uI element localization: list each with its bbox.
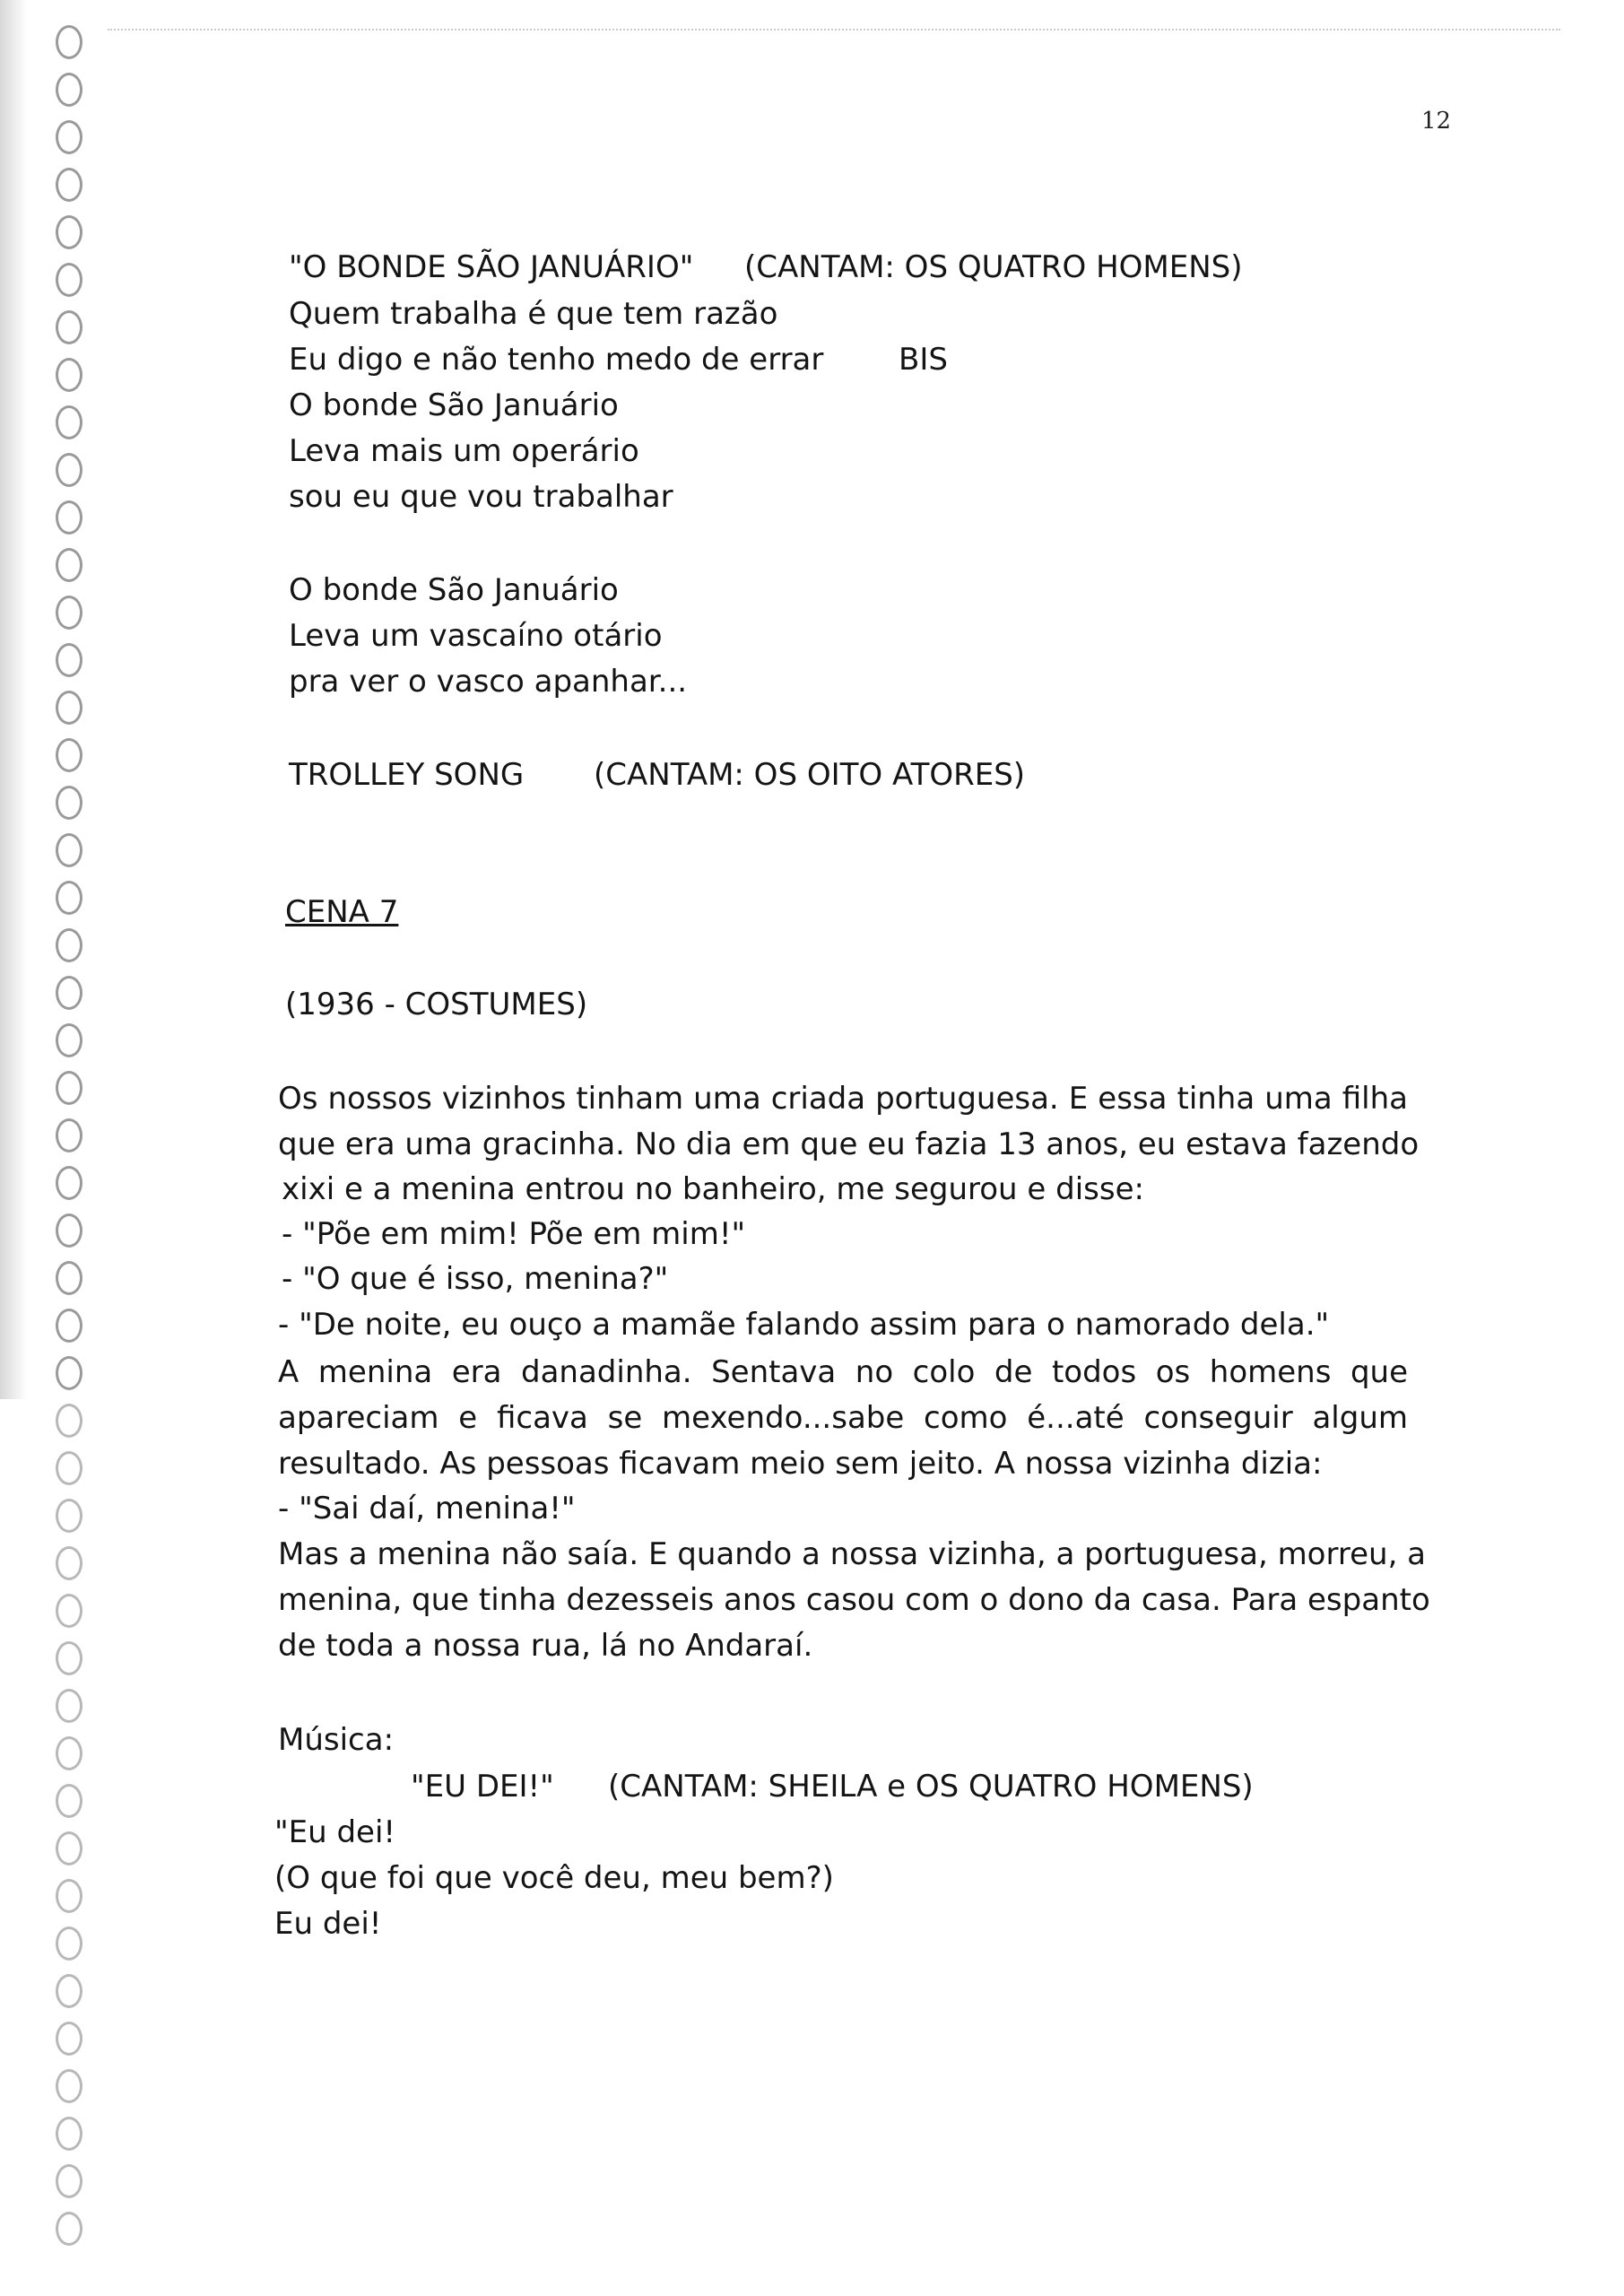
scene-heading: CENA 7 [285, 894, 399, 930]
bis-marker: BIS [899, 342, 948, 378]
binder-hole [56, 833, 83, 867]
binder-hole [56, 1594, 83, 1628]
binder-hole [56, 1023, 83, 1057]
narrative-line-4: - "Põe em mim! Põe em mim!" [282, 1216, 746, 1252]
song1-line-3: O bonde São Januário [289, 387, 619, 423]
binder-hole [56, 976, 83, 1010]
binder-hole [56, 2164, 83, 2198]
narrative-line-3: xixi e a menina entrou no banheiro, me segurou e disse: [282, 1171, 1144, 1207]
binder-hole [56, 310, 83, 344]
narrative-line-10: - "Sai daí, menina!" [278, 1491, 576, 1526]
binder-hole [56, 1118, 83, 1152]
narrative-line-12: menina, que tinha dezesseis anos casou com o dono da casa. Para espanto [278, 1582, 1430, 1618]
song1-line-2: Eu digo e não tenho medo de errar [289, 342, 824, 378]
binder-hole [56, 1451, 83, 1485]
binder-hole [56, 215, 83, 249]
music-title: "EU DEI!" [411, 1769, 554, 1805]
song1-singers: (CANTAM: OS QUATRO HOMENS) [744, 249, 1243, 285]
binder-hole [56, 1689, 83, 1723]
binder-spine-shadow [0, 0, 27, 1399]
narrative-line-2: que era uma gracinha. No dia em que eu fazia 13 anos, eu estava fazendo [278, 1126, 1420, 1162]
binder-hole [56, 2022, 83, 2056]
binder-hole [56, 1831, 83, 1866]
binder-hole [56, 358, 83, 392]
binder-hole [56, 168, 83, 202]
binder-hole [56, 738, 83, 772]
binder-hole [56, 1309, 83, 1343]
song1-line-1: Quem trabalha é que tem razão [289, 296, 778, 332]
binder-holes [34, 0, 106, 2296]
binder-hole [56, 120, 83, 154]
music-line-1: "Eu dei! [274, 1814, 396, 1850]
binder-hole [56, 1499, 83, 1533]
song2-title: TROLLEY SONG [289, 757, 525, 793]
binder-hole [56, 786, 83, 820]
binder-hole [56, 1356, 83, 1390]
narrative-line-11: Mas a menina não saía. E quando a nossa vizinha, a portuguesa, morreu, a [278, 1536, 1427, 1572]
scene-setting: (1936 - COSTUMES) [285, 987, 588, 1022]
binder-hole [56, 263, 83, 297]
music-line-3: Eu dei! [274, 1906, 382, 1942]
binder-hole [56, 1641, 83, 1675]
binder-hole [56, 1261, 83, 1295]
binder-hole [56, 928, 83, 962]
song1-line-5: sou eu que vou trabalhar [289, 479, 673, 515]
song1-stanza2-line-1: O bonde São Januário [289, 572, 619, 608]
binder-hole [56, 73, 83, 107]
binder-hole [56, 596, 83, 630]
music-label: Música: [278, 1722, 395, 1758]
song1-line-4: Leva mais um operário [289, 433, 639, 469]
music-singers: (CANTAM: SHEILA e OS QUATRO HOMENS) [608, 1769, 1254, 1805]
song1-title: "O BONDE SÃO JANUÁRIO" [289, 249, 694, 285]
song2-singers: (CANTAM: OS OITO ATORES) [594, 757, 1026, 793]
narrative-line-9: resultado. As pessoas ficavam meio sem jeito. A nossa vizinha dizia: [278, 1446, 1323, 1482]
binder-hole [56, 1926, 83, 1961]
narrative-line-7: A menina era danadinha. Sentava no colo de todos os homens que [278, 1354, 1408, 1390]
binder-hole [56, 1213, 83, 1248]
binder-hole [56, 1736, 83, 1770]
binder-hole [56, 25, 83, 59]
binder-hole [56, 691, 83, 725]
binder-hole [56, 1546, 83, 1580]
binder-hole [56, 1784, 83, 1818]
binder-hole [56, 1879, 83, 1913]
binder-hole [56, 1166, 83, 1200]
binder-hole [56, 2117, 83, 2151]
music-line-2: (O que foi que você deu, meu bem?) [274, 1860, 834, 1896]
binder-hole [56, 453, 83, 487]
binder-hole [56, 1071, 83, 1105]
narrative-line-1: Os nossos vizinhos tinham uma criada portuguesa. E essa tinha uma filha [278, 1081, 1408, 1117]
page-number: 12 [1421, 108, 1452, 135]
narrative-line-13: de toda a nossa rua, lá no Andaraí. [278, 1628, 813, 1664]
top-edge-scan-noise [108, 29, 1560, 34]
narrative-line-5: - "O que é isso, menina?" [282, 1261, 669, 1297]
song1-stanza2-line-2: Leva um vascaíno otário [289, 618, 663, 654]
binder-hole [56, 2212, 83, 2246]
binder-hole [56, 2069, 83, 2103]
binder-hole [56, 1404, 83, 1438]
binder-hole [56, 881, 83, 915]
narrative-line-6: - "De noite, eu ouço a mamãe falando assim para o namorado dela." [278, 1307, 1330, 1343]
binder-hole [56, 500, 83, 535]
song1-stanza2-line-3: pra ver o vasco apanhar... [289, 664, 688, 700]
binder-hole [56, 405, 83, 439]
binder-hole [56, 548, 83, 582]
narrative-line-8: apareciam e ficava se mexendo...sabe como é...até conseguir algum [278, 1400, 1408, 1436]
binder-hole [56, 643, 83, 677]
binder-hole [56, 1974, 83, 2008]
